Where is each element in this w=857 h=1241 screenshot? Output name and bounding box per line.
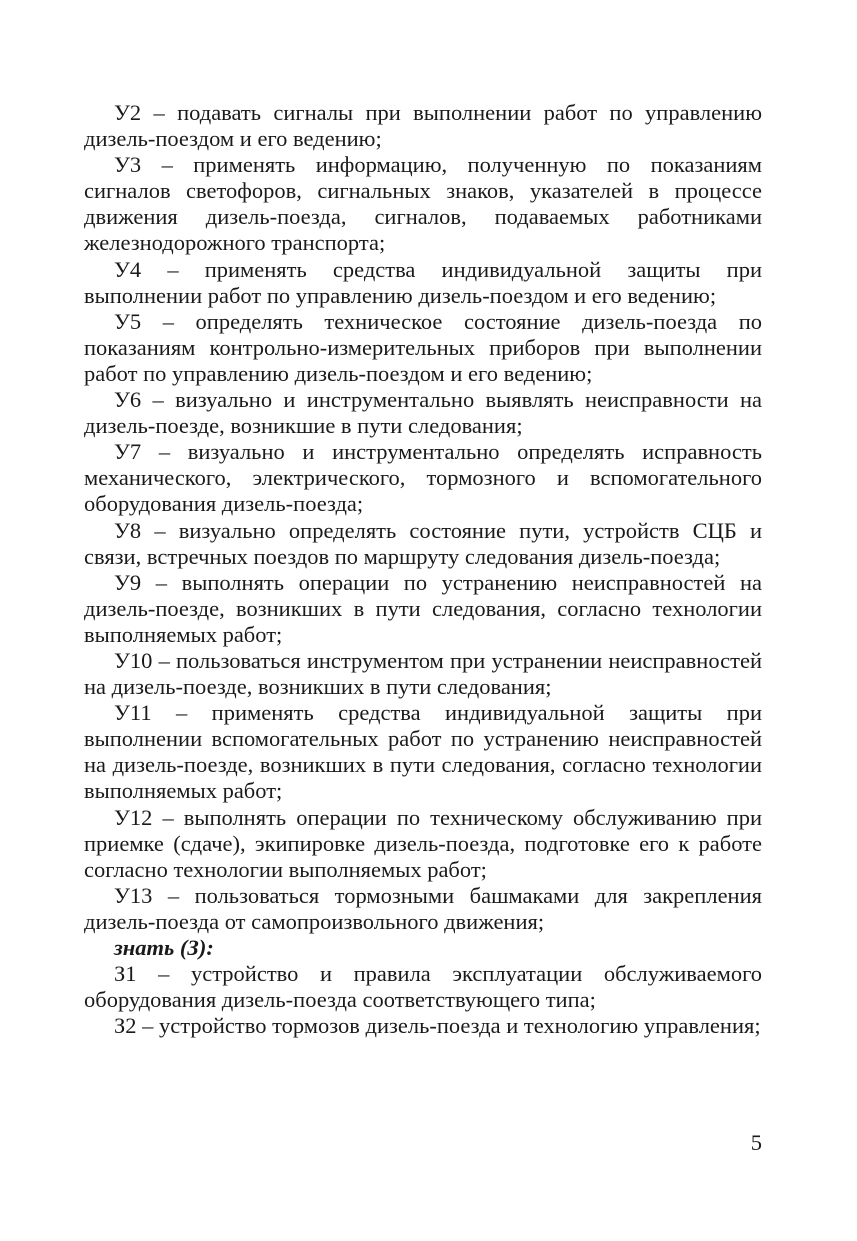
know-item-z2: З2 – устройство тормозов дизель-поезда и технологию управления; [114, 1013, 761, 1039]
skill-item-u12: У12 – выполнять операции по техническому обслуживанию при приемке (сдаче), экипировке дизель-поезда, подготовке его к работе согласно технологии выполняемых работ; [84, 804, 762, 882]
skill-item-u9: У9 – выполнять операции по устранению неисправностей на дизель-поезде, возникших в пути следования, согласно технологии выполняемых работ; [84, 569, 762, 647]
skill-item-u8: У8 – визуально определять состояние пути, устройств СЦБ и связи, встречных поездов по маршруту следования дизель-поезда; [84, 517, 762, 569]
skill-item-u13: У13 – пользоваться тормозными башмаками для закрепления дизель-поезда от самопроизвольного движения; [84, 882, 762, 934]
know-item-z1: З1 – устройство и правила эксплуатации обслуживаемого оборудования дизель-поезда соответствующего типа; [84, 961, 762, 1013]
skill-item-u6: У6 – визуально и инструментально выявлять неисправности на дизель-поезде, возникшие в пути следования; [84, 387, 762, 439]
skill-item-u7: У7 – визуально и инструментально определять исправность механического, электрического, тормозного и вспомогательного оборудования дизель-поезда; [84, 439, 762, 517]
document-page [84, 100, 762, 1039]
skill-item-u5: У5 – определять техническое состояние дизель-поезда по показаниям контрольно-измерительных приборов при выполнении работ по управлению дизель-поездом и его ведению; [84, 308, 762, 386]
section-heading-know: знать (З): [114, 935, 214, 960]
skill-item-u10: У10 – пользоваться инструментом при устранении неисправностей на дизель-поезде, возникших в пути следования; [84, 647, 762, 700]
page-number: 5 [750, 1130, 762, 1155]
skill-item-u2: У2 – подавать сигналы при выполнении работ по управлению дизель-поездом и его ведению; [84, 100, 762, 152]
skill-item-u11: У11 – применять средства индивидуальной защиты при выполнении вспомогательных работ по устранению неисправностей на дизель-поезде, возникших в пути следования, согласно технологии выполняемых работ; [84, 700, 762, 804]
skill-item-u3: У3 – применять информацию, полученную по показаниям сигналов светофоров, сигнальных знаков, указателей в процессе движения дизель-поезда, сигналов, подаваемых работниками железнодорожного транспорта; [84, 152, 762, 256]
skill-item-u4: У4 – применять средства индивидуальной защиты при выполнении работ по управлению дизель-поездом и его ведению; [84, 256, 762, 308]
